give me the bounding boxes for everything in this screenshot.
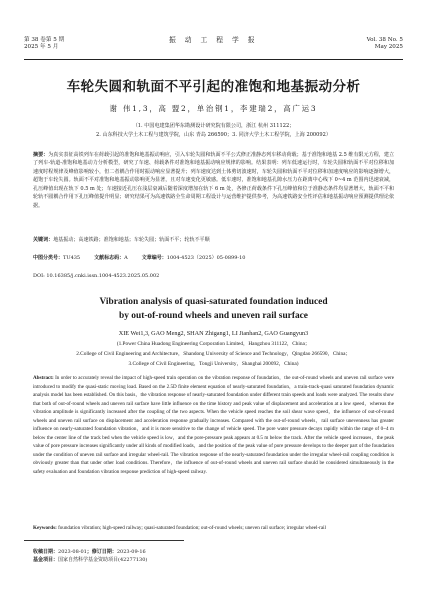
chinese-affiliations <box>0 122 427 139</box>
english-affiliations <box>0 340 427 370</box>
chinese-abstract-label: 摘要： <box>33 152 49 158</box>
english-abstract-text: In order to accurately reveal the impact of high-speed train operation on the vibration response of foundation，the out-of-round wheels and uneven rail surface were introduced to modify the quasi-static moving load. Based on the 2.5D finite element equation of nearly-saturated foundation，a train-track-quasi saturated foundation dynamic analysis model has been established. On this basis，the vibration response of nearly-saturated foundation under different train speeds and loads were analyzed. The results show that both of out-of-round wheels and uneven rail surface have little influence on the time history and peak value of displacement and acceleration at a low speed，whereas the vibration amplitude is significantly increased after the coupling of the two aspects. When the vehicle speed reaches the soil shear wave speed，the influence of out-of-round wheels and uneven rail surface on displacement and acceleration response gradually increases. Compared with the out-of-round wheels，rail surface unevenness has greater influence on nearly-saturated foundation vibration，and it is more sensitive to the change of vehicle speed. The pore water pressure decays rapidly within the range of 0~4 m below the center line of the track bed when the vehicle speed is low，and the pore-pressure peak appears at 0.5 m below the track. After the vehicle speed increases，the peak value of pore pressure increases significantly under all kinds of modified loads，and the position of the peak value of pore pressure develops to the deeper part of the foundation under the condition of uneven rail surface and irregular wheel-rail. The vibration response of the nearly-saturated foundation under the irregular wheel-rail coupling condition is obviously greater than that under other load conditions. Therefore，the influence of out-of-round wheels and uneven rail surface should be considered simultaneously in the safety evaluation and foundation vibration response prediction of high-speed railway. <box>33 375 394 475</box>
funding-label: 基金项目： <box>33 557 59 564</box>
chinese-keywords-label: 关键词： <box>33 237 54 243</box>
english-affiliation-line: 2.College of Civil Engineering and Architecture，Shandong University of Science and Technology，Qingdao 266590，China； <box>76 350 351 357</box>
chinese-affiliation-line: （1. 中国电建集团华东勘测设计研究院有限公司，浙江 杭州 311122； <box>132 123 295 129</box>
english-affiliation-line: (1.Power China Huadong Engineering Corporation Limited，Hangzhou 311122，China； <box>116 341 311 347</box>
article-number-label: 文章编号： <box>141 255 167 261</box>
english-keywords-text: foundation vibration; high-speed railway; quasi-saturated foundation; out-of-round wheels; uneven rail surface; irregular wheel-rail <box>58 525 326 531</box>
header-volume-line: 第 38 卷第 5 期 <box>24 37 65 43</box>
english-keywords-label: Keywords: <box>33 525 57 531</box>
revised-label: ；修订日期： <box>86 549 117 555</box>
running-header <box>24 37 403 57</box>
funding-line <box>33 556 394 564</box>
chinese-abstract-text: 为真实表征高铁列车在荷载引起的准饱和地基振动响应，引入车轮失圆和轨面不平公式修正准静态列车移动荷载；基于准饱和地基 2.5 维有限元方程，建立了列车-轨道-准饱和地基动力分析模型，研究了车速、荷载条件对准饱和地基振动响应规律的影响。结果表明：列车低速运行时，车轮失圆和轨面不平对位移和加速度时程规律及峰值影响较小，但二者耦合作用时振动响应显著提升；列车速度达到土体剪切波速时，车轮失圆和轨面不平对位移和加速度响应的影响逐渐增大，超饱于车轮失圆。轨面不平对准饱和地基振动影响更为显著，且对车速变化更敏感。低车速时，准饱和地基孔隙水压力在距离中心线下 0~4 m 范围内迅速衰减，孔压峰值出现在轨下 0.5 m 处；车速接近孔压在浅层衰减后随着深度增加在轨下 6 m 处，各修正荷载条件下孔压峰值和位于准静态条件均显著增大，轨面不平和轮轨不圆耦合作用下孔压峰值提升明显；研究结果可为高速铁路全生命周期工程设计与运营维护提供参考，为高速铁路安全性评估和地基振动响应预测提供理论依据。 <box>33 152 395 209</box>
clc-value: TU435 <box>63 255 81 261</box>
english-title-line: by out-of-round wheels and uneven rail surface <box>119 310 308 321</box>
chinese-keywords <box>33 236 394 244</box>
chinese-affiliation-line: 2. 山东科技大学土木工程与建筑学院，山东 青岛 266590；3. 同济大学土木工程学院，上海 200092） <box>96 131 331 138</box>
revised-date: 2023-09-16 <box>116 549 146 555</box>
chinese-abstract <box>33 151 394 210</box>
clc-label: 中图分类号： <box>33 255 64 261</box>
english-title-line: Vibration analysis of quasi-saturated foundation induced <box>99 297 328 307</box>
funding-text: 国家自然科学基金资助项目(42277130) <box>58 557 148 564</box>
english-abstract-label: Abstract: <box>33 375 54 381</box>
english-authors: XIE Wei1,3, GAO Meng2, SHAN Zhigang1, LI Jianhan2, GAO Guangyun3 <box>118 330 309 337</box>
chinese-keywords-text: 地基振动；高速铁路；准饱和地基；车轮失圆；轨面不平；轮轨不平顺 <box>53 237 210 243</box>
doc-code-value: A <box>124 255 128 261</box>
english-abstract <box>33 374 394 476</box>
header-date-en-line: May 2025 <box>374 44 403 51</box>
english-keywords <box>33 524 394 533</box>
article-number-value: 1004-4523（2025）05-0899-10 <box>166 255 246 261</box>
classification-line <box>33 254 394 263</box>
journal-name: 振 动 工 程 学 报 <box>169 36 258 44</box>
doi-line[interactable]: DOI: 10.16385/j.cnki.issn.1004-4523.2025.05.002 <box>33 273 160 279</box>
footnote-rule <box>24 540 184 541</box>
header-date-line: 2025 年 5 月 <box>24 44 59 51</box>
doc-code-label: 文献标志码： <box>94 255 125 261</box>
header-volume-en <box>367 37 403 52</box>
received-date: 2023-08-01 <box>58 549 87 555</box>
english-title <box>0 296 427 323</box>
footnote <box>33 548 394 565</box>
chinese-title: 车轮失圆和轨面不平引起的准饱和地基振动分析 <box>66 79 361 95</box>
received-line <box>33 548 394 556</box>
english-affiliation-line: 3.College of Civil Engineering，Tongji University，Shanghai 200092，China) <box>128 360 299 367</box>
received-label: 收稿日期： <box>33 549 59 555</box>
header-volume-en-line: Vol. 38 No. 5 <box>366 37 403 43</box>
header-rule <box>24 59 403 60</box>
chinese-authors: 谢 伟1,3，高 盟2，单治钢1，李建瑞2，高广运3 <box>109 104 318 113</box>
